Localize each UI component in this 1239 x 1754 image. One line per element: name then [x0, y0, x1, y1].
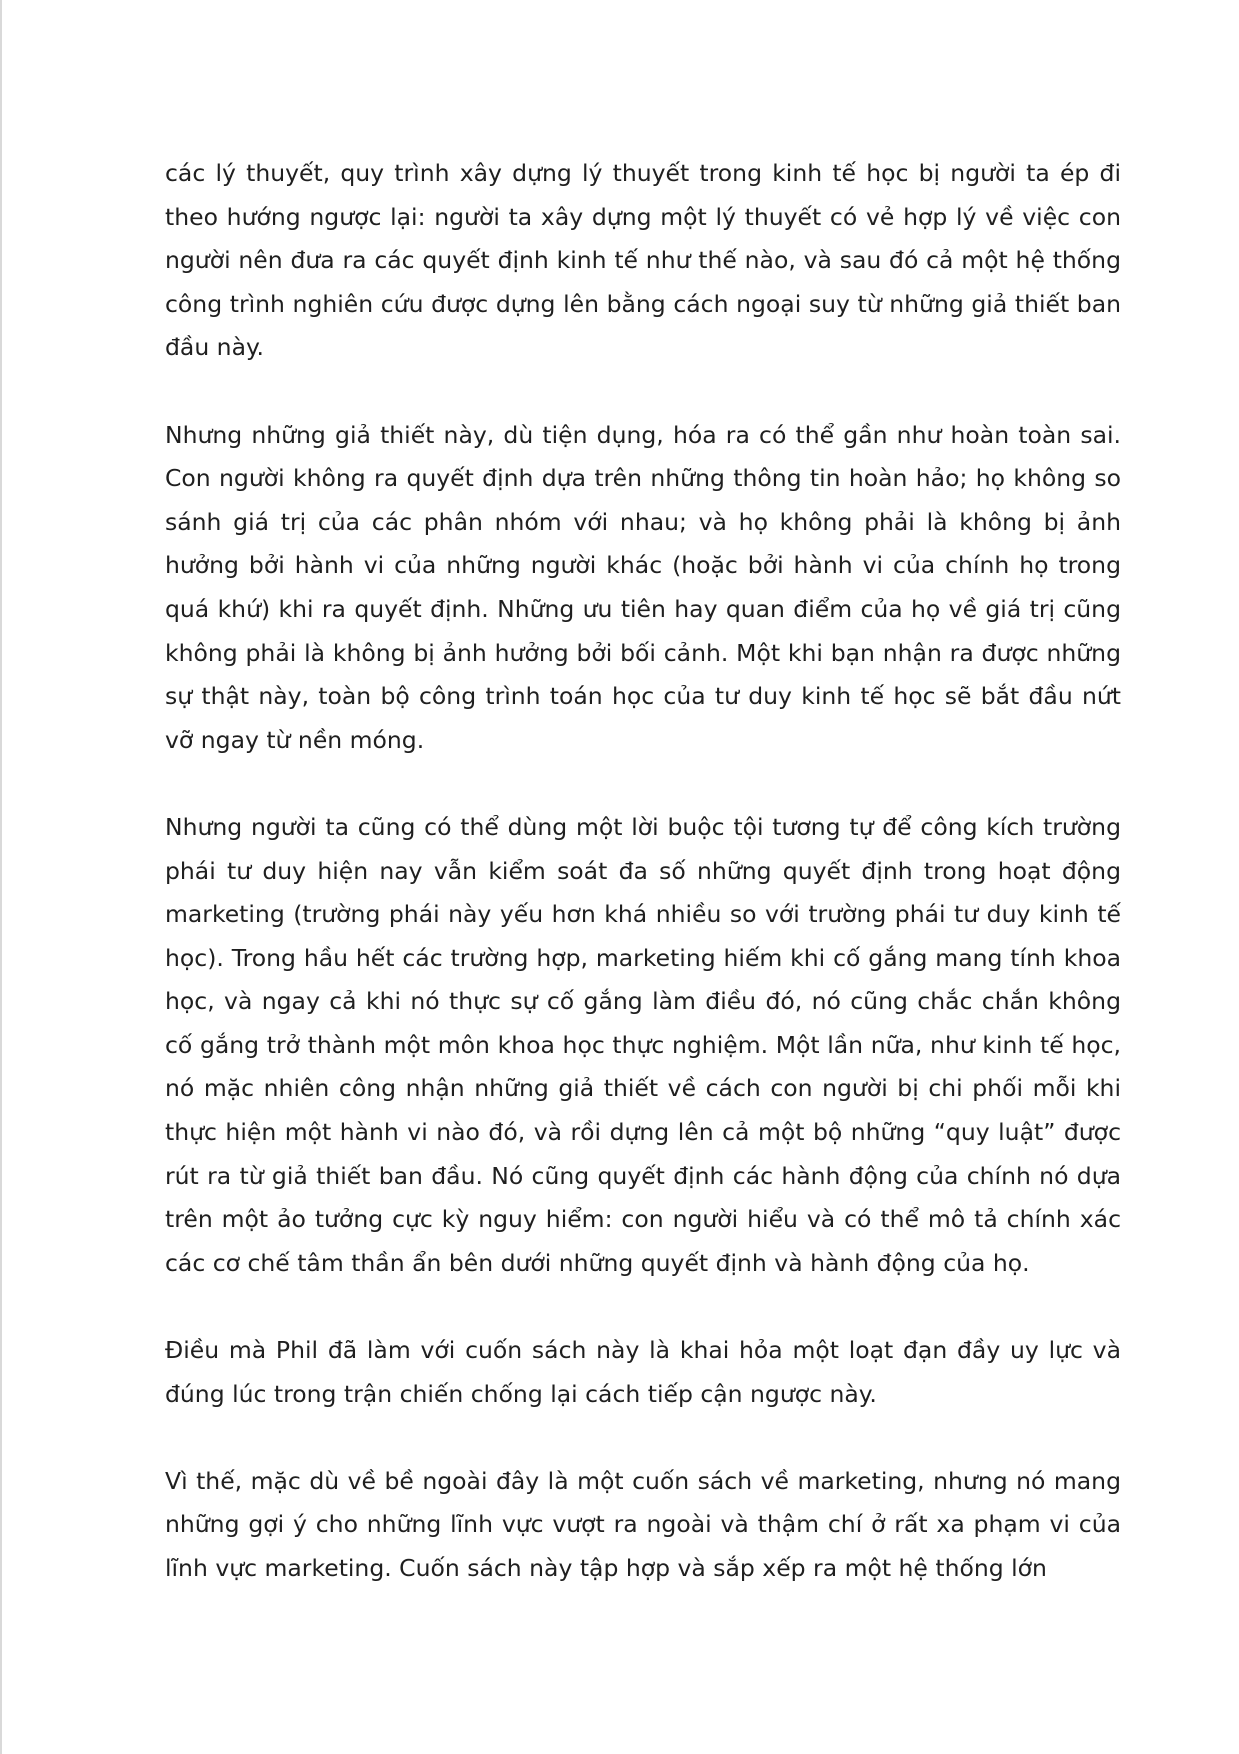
paragraph-1: các lý thuyết, quy trình xây dựng lý thuyết trong kinh tế học bị người ta ép đi theo hướng ngược lại: người ta xây dựng một lý thuyết có vẻ hợp lý về việc con người nên đưa ra các quyết định kinh tế như thế nào, và sau đó cả một hệ thống công trình nghiên cứu được dựng lên bằng cách ngoại suy từ những giả thiết ban đầu này.: [165, 159, 1121, 362]
page-body: [165, 152, 1121, 1634]
page-edge: [0, 0, 2, 1754]
paragraph-3: Nhưng người ta cũng có thể dùng một lời buộc tội tương tự để công kích trường phái tư duy hiện nay vẫn kiểm soát đa số những quyết định trong hoạt động marketing (trường phái này yếu hơn khá nhiều so với trường phái tư duy kinh tế học). Trong hầu hết các trường hợp, marketing hiếm khi cố gắng mang tính khoa học, và ngay cả khi nó thực sự cố gắng làm điều đó, nó cũng chắc chắn không cố gắng trở thành một môn khoa học thực nghiệm. Một lần nữa, như kinh tế học, nó mặc nhiên công nhận những giả thiết về cách con người bị chi phối mỗi khi thực hiện một hành vi nào đó, và rồi dựng lên cả một bộ những “quy luật” được rút ra từ giả thiết ban đầu. Nó cũng quyết định các hành động của chính nó dựa trên một ảo tưởng cực kỳ nguy hiểm: con người hiểu và có thể mô tả chính xác các cơ chế tâm thần ẩn bên dưới những quyết định và hành động của họ.: [165, 812, 1121, 1277]
paragraph-4: Điều mà Phil đã làm với cuốn sách này là khai hỏa một loạt đạn đầy uy lực và đúng lúc trong trận chiến chống lại cách tiếp cận ngược này.: [165, 1336, 1121, 1408]
paragraph-5: Vì thế, mặc dù về bề ngoài đây là một cuốn sách về marketing, nhưng nó mang những gợi ý cho những lĩnh vực vượt ra ngoài và thậm chí ở rất xa phạm vi của lĩnh vực marketing. Cuốn sách này tập hợp và sắp xếp ra một hệ thống lớn: [165, 1466, 1121, 1582]
paragraph-2: Nhưng những giả thiết này, dù tiện dụng, hóa ra có thể gần như hoàn toàn sai. Con người không ra quyết định dựa trên những thông tin hoàn hảo; họ không so sánh giá trị của các phân nhóm với nhau; và họ không phải là không bị ảnh hưởng bởi hành vi của những người khác (hoặc bởi hành vi của chính họ trong quá khứ) khi ra quyết định. Những ưu tiên hay quan điểm của họ về giá trị cũng không phải là không bị ảnh hưởng bởi bối cảnh. Một khi bạn nhận ra được những sự thật này, toàn bộ công trình toán học của tư duy kinh tế học sẽ bắt đầu nứt vỡ ngay từ nền móng.: [165, 420, 1121, 754]
